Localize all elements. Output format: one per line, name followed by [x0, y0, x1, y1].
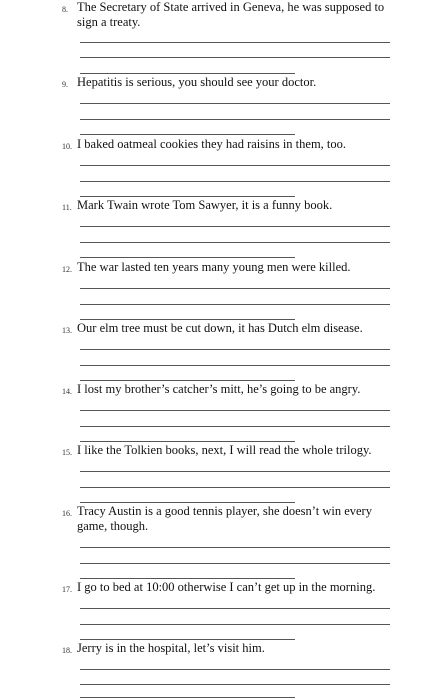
answer-line [80, 471, 390, 472]
item-sentence: Hepatitis is serious, you should see your doctor. [77, 75, 317, 89]
answer-line [80, 119, 390, 120]
item-number: 14. [62, 387, 72, 396]
answer-line [80, 669, 390, 670]
item-number: 16. [62, 509, 72, 518]
item-number: 12. [62, 265, 72, 274]
answer-line [80, 57, 390, 58]
item-number: 15. [62, 448, 72, 457]
item-sentence: Our elm tree must be cut down, it has Dutch elm disease. [77, 321, 363, 335]
item-sentence: Mark Twain wrote Tom Sawyer, it is a funny book. [77, 198, 333, 212]
answer-line [80, 103, 390, 104]
answer-line [80, 624, 390, 625]
answer-line [80, 487, 390, 488]
item-number: 9. [62, 80, 68, 89]
item-number: 11. [62, 203, 72, 212]
answer-line [80, 181, 390, 182]
item-sentence: The Secretary of State arrived in Geneva, he was supposed to sign a treaty. [77, 0, 385, 29]
answer-line [80, 134, 295, 135]
answer-line [80, 73, 295, 74]
answer-line [80, 42, 390, 43]
item-sentence: I go to bed at 10:00 otherwise I can’t get up in the morning. [77, 580, 376, 594]
answer-line [80, 380, 295, 381]
answer-line [80, 441, 295, 442]
item-sentence: I like the Tolkien books, next, I will read the whole trilogy. [77, 443, 372, 457]
item-number: 13. [62, 326, 72, 335]
answer-line [80, 304, 390, 305]
answer-line [80, 426, 390, 427]
item-number: 8. [62, 5, 68, 14]
item-sentence: Tracy Austin is a good tennis player, she doesn’t win every game, though. [77, 504, 372, 533]
item-number: 18. [62, 646, 72, 655]
item-sentence: The war lasted ten years many young men were killed. [77, 260, 351, 274]
answer-line [80, 578, 295, 579]
answer-line [80, 165, 390, 166]
answer-line [80, 697, 295, 698]
item-sentence: I baked oatmeal cookies they had raisins in them, too. [77, 137, 347, 151]
answer-line [80, 547, 390, 548]
answer-line [80, 196, 295, 197]
answer-line [80, 319, 295, 320]
answer-line [80, 410, 390, 411]
answer-line [80, 257, 295, 258]
item-number: 17. [62, 585, 72, 594]
answer-line [80, 288, 390, 289]
answer-line [80, 349, 390, 350]
item-number: 10. [62, 142, 72, 151]
answer-line [80, 563, 390, 564]
answer-line [80, 684, 390, 685]
answer-line [80, 502, 295, 503]
item-sentence: I lost my brother’s catcher’s mitt, he’s going to be angry. [77, 382, 361, 396]
answer-line [80, 639, 295, 640]
answer-line [80, 242, 390, 243]
item-sentence: Jerry is in the hospital, let’s visit him. [77, 641, 265, 655]
answer-line [80, 226, 390, 227]
answer-line [80, 365, 390, 366]
answer-line [80, 608, 390, 609]
